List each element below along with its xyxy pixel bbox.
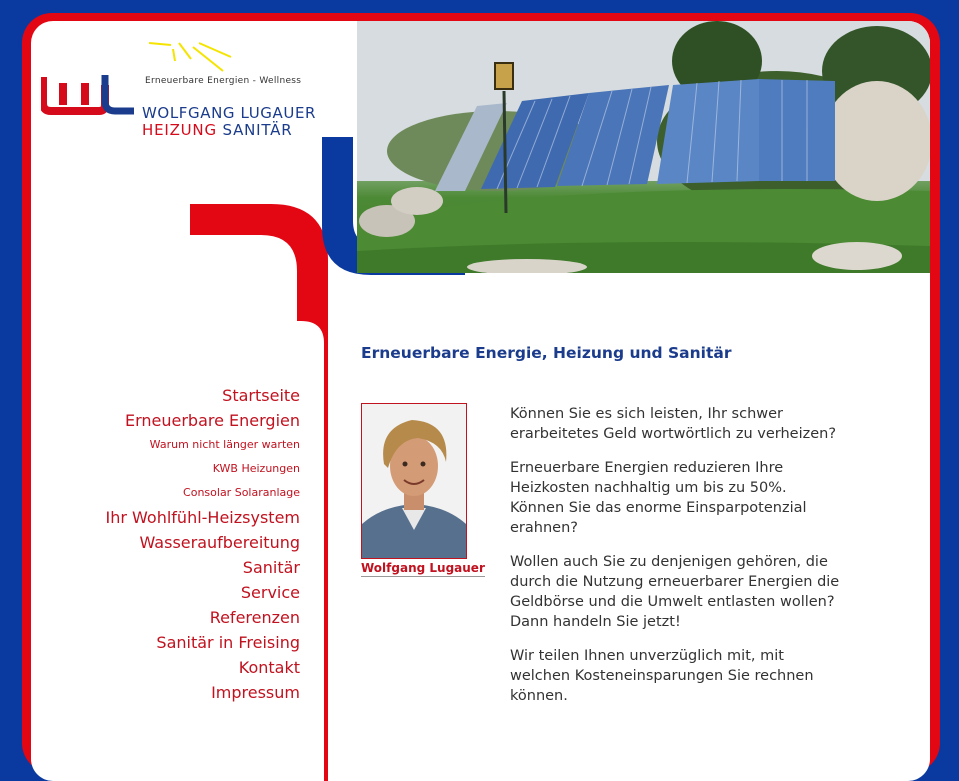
logo-company-name: WOLFGANG LUGAUER xyxy=(142,104,317,122)
nav-erneuerbare-energien[interactable]: Erneuerbare Energien xyxy=(124,411,300,430)
main-navigation xyxy=(106,383,300,705)
nav-kontakt[interactable]: Kontakt xyxy=(238,658,300,677)
nav-kwb-heizungen[interactable]: KWB Heizungen xyxy=(212,462,300,475)
nav-consolar-solaranlage[interactable]: Consolar Solaranlage xyxy=(183,486,300,499)
nav-impressum[interactable]: Impressum xyxy=(211,683,300,702)
nav-startseite[interactable]: Startseite xyxy=(222,386,300,405)
sun-rays-icon xyxy=(149,41,249,81)
logo-heizung: HEIZUNG xyxy=(142,121,217,139)
wl-logo-icon xyxy=(41,71,136,116)
hero-photo-solar-collectors xyxy=(357,21,930,273)
nav-service[interactable]: Service xyxy=(240,583,300,602)
nav-wasseraufbereitung[interactable]: Wasseraufbereitung xyxy=(139,533,300,552)
portrait-caption: Wolfgang Lugauer xyxy=(361,561,485,575)
logo-subline xyxy=(142,121,292,139)
page-canvas xyxy=(31,21,930,781)
nav-sanitaer[interactable]: Sanitär xyxy=(242,558,300,577)
intro-paragraph-3: Wollen auch Sie zu denjenigen gehören, die durch die Nutzung erneuerbarer Energien die Geldbörse und die Umwelt entlasten wollen? Dann handeln Sie jetzt! xyxy=(510,554,840,630)
nav-wohlfuehl-heizsystem[interactable]: Ihr Wohlfühl-Heizsystem xyxy=(105,508,300,527)
company-logo[interactable] xyxy=(31,21,331,161)
logo-tagline: Erneuerbare Energien - Wellness xyxy=(145,76,302,86)
logo-sanitaer: SANITÄR xyxy=(222,121,293,139)
intro-paragraph-1: Können Sie es sich leisten, Ihr schwer erarbeitetes Geld wortwörtlich zu verheizen? xyxy=(510,406,837,442)
page-headline: Erneuerbare Energie, Heizung und Sanitär xyxy=(361,344,732,362)
nav-sanitaer-in-freising[interactable]: Sanitär in Freising xyxy=(156,633,300,652)
portrait-photo xyxy=(361,403,467,559)
intro-text xyxy=(510,404,840,720)
nav-warum-nicht-laenger-warten[interactable]: Warum nicht länger warten xyxy=(149,438,300,451)
intro-paragraph-4: Wir teilen Ihnen unverzüglich mit, mit welchen Kosteneinsparungen Sie rechnen können. xyxy=(510,648,814,704)
intro-paragraph-2: Erneuerbare Energien reduzieren Ihre Heizkosten nachhaltig um bis zu 50%. Können Sie das enorme Einsparpotenzial erahnen? xyxy=(510,460,807,536)
nav-referenzen[interactable]: Referenzen xyxy=(209,608,300,627)
